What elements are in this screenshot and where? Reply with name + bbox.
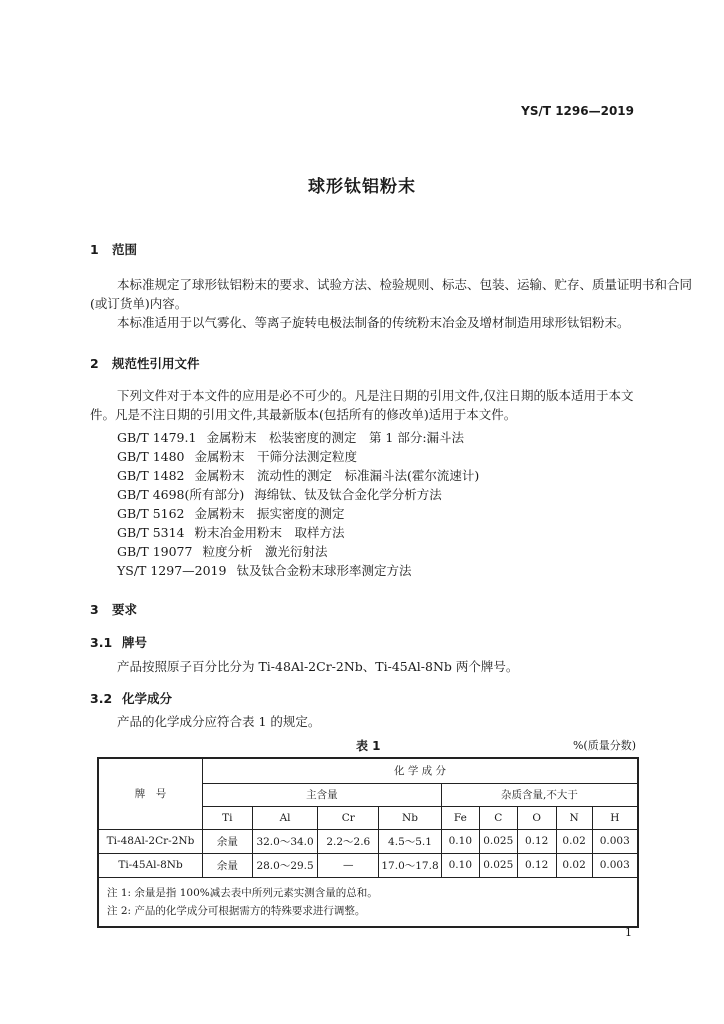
section-1-heading bbox=[90, 240, 137, 258]
section-title: 范围 bbox=[112, 242, 138, 257]
reference-item bbox=[117, 561, 421, 579]
col-header: H bbox=[592, 806, 638, 829]
section-title: 化学成分 bbox=[122, 691, 173, 706]
table-caption: 表 1 bbox=[356, 739, 381, 753]
standard-code: YS/T 1296—2019 bbox=[521, 104, 634, 118]
reference-text: 海绵钛、钛及钛合金化学分析方法 bbox=[254, 487, 442, 502]
reference-text: 钛及钛合金粉末球形率测定方法 bbox=[236, 563, 412, 578]
section-number: 2 bbox=[90, 356, 99, 371]
reference-text: 金属粉末 干筛分法测定粒度 bbox=[194, 449, 358, 464]
section-title: 要求 bbox=[112, 602, 138, 617]
reference-item bbox=[117, 523, 355, 541]
table-unit: %(质量分数) bbox=[572, 739, 636, 752]
col-header: Cr bbox=[318, 806, 379, 829]
header-impurity: 杂质含量,不大于 bbox=[441, 783, 638, 806]
section-title: 牌号 bbox=[122, 635, 148, 650]
table-notes-row bbox=[98, 877, 638, 927]
table-header-row bbox=[98, 758, 638, 783]
col-header: Al bbox=[252, 806, 318, 829]
section-number: 3.1 bbox=[90, 635, 113, 650]
reference-text: 金属粉末 振实密度的测定 bbox=[194, 506, 345, 521]
cell: 0.12 bbox=[517, 853, 556, 877]
cell: 0.025 bbox=[479, 853, 517, 877]
page-number: 1 bbox=[625, 926, 632, 939]
header-chem: 化 学 成 分 bbox=[202, 758, 638, 783]
section-title: 规范性引用文件 bbox=[112, 356, 200, 371]
col-header: Fe bbox=[441, 806, 479, 829]
chemical-composition-table bbox=[97, 757, 639, 928]
cell: 0.025 bbox=[479, 829, 517, 853]
cell-grade: Ti-48Al-2Cr-2Nb bbox=[98, 829, 202, 853]
cell: 余量 bbox=[202, 829, 252, 853]
reference-item bbox=[117, 504, 355, 522]
section-number: 3.2 bbox=[90, 691, 113, 706]
section-number: 3 bbox=[90, 602, 99, 617]
reference-code: GB/T 1480 bbox=[117, 449, 185, 464]
reference-text: 粉末冶金用粉末 取样方法 bbox=[194, 525, 345, 540]
col-header: N bbox=[556, 806, 592, 829]
reference-text: 粒度分析 激光衍射法 bbox=[202, 544, 328, 559]
reference-text: 金属粉末 流动性的测定 标准漏斗法(霍尔流速计) bbox=[194, 468, 480, 483]
cell-grade: Ti-45Al-8Nb bbox=[98, 853, 202, 877]
reference-code: GB/T 5162 bbox=[117, 506, 185, 521]
section-3-heading bbox=[90, 600, 137, 618]
cell: 0.10 bbox=[441, 853, 479, 877]
section-1-para-2: 本标准适用于以气雾化、等离子旋转电极法制备的传统粉末冶金及增材制造用球形钛铝粉末。 bbox=[117, 315, 630, 330]
reference-code: GB/T 19077 bbox=[117, 544, 193, 559]
header-main: 主含量 bbox=[202, 783, 441, 806]
section-number: 1 bbox=[90, 242, 99, 257]
cell: 2.2～2.6 bbox=[318, 829, 379, 853]
col-header: C bbox=[479, 806, 517, 829]
cell: 4.5～5.1 bbox=[379, 829, 442, 853]
section-2-para-line-1: 下列文件对于本文件的应用是必不可少的。凡是注日期的引用文件,仅注日期的版本适用于本文 bbox=[117, 388, 634, 403]
cell: — bbox=[318, 853, 379, 877]
cell: 0.003 bbox=[592, 853, 638, 877]
col-header: Ti bbox=[202, 806, 252, 829]
section-3-2-heading bbox=[90, 689, 172, 707]
table-note-2: 注 2: 产品的化学成分可根据需方的特殊要求进行调整。 bbox=[107, 904, 366, 917]
cell: 32.0～34.0 bbox=[252, 829, 318, 853]
section-2-heading bbox=[90, 354, 200, 372]
table-row bbox=[98, 853, 638, 877]
document-title: 球形钛铝粉末 bbox=[308, 177, 416, 197]
table-notes bbox=[98, 877, 638, 927]
section-3-2-para: 产品的化学成分应符合表 1 的规定。 bbox=[117, 714, 321, 729]
table-row bbox=[98, 829, 638, 853]
reference-code: GB/T 4698(所有部分) bbox=[117, 487, 245, 502]
reference-item bbox=[117, 542, 337, 560]
cell: 0.02 bbox=[556, 853, 592, 877]
cell: 0.12 bbox=[517, 829, 556, 853]
header-grade: 牌 号 bbox=[98, 758, 202, 829]
reference-code: GB/T 1479.1 bbox=[117, 430, 197, 445]
section-3-1-heading bbox=[90, 633, 147, 651]
reference-item bbox=[117, 466, 489, 484]
cell: 0.02 bbox=[556, 829, 592, 853]
section-1-para-1-line-2: (或订货单)内容。 bbox=[90, 296, 188, 311]
reference-item bbox=[117, 485, 452, 503]
cell: 0.10 bbox=[441, 829, 479, 853]
cell: 0.003 bbox=[592, 829, 638, 853]
col-header: Nb bbox=[379, 806, 442, 829]
reference-code: GB/T 1482 bbox=[117, 468, 185, 483]
section-2-para-line-2: 件。凡是不注日期的引用文件,其最新版本(包括所有的修改单)适用于本文件。 bbox=[90, 407, 517, 422]
reference-text: 金属粉末 松装密度的测定 第 1 部分:漏斗法 bbox=[206, 430, 465, 445]
col-header: O bbox=[517, 806, 556, 829]
cell: 余量 bbox=[202, 853, 252, 877]
reference-item bbox=[117, 447, 367, 465]
section-1-para-1-line-1: 本标准规定了球形钛铝粉末的要求、试验方法、检验规则、标志、包装、运输、贮存、质量证明书和合同 bbox=[117, 277, 693, 292]
reference-code: GB/T 5314 bbox=[117, 525, 185, 540]
cell: 17.0～17.8 bbox=[379, 853, 442, 877]
reference-item bbox=[117, 428, 474, 446]
section-3-1-para: 产品按照原子百分比分为 Ti-48Al-2Cr-2Nb、Ti-45Al-8Nb 两个牌号。 bbox=[117, 659, 519, 674]
reference-code: YS/T 1297—2019 bbox=[117, 563, 227, 578]
table-note-1: 注 1: 余量是指 100%减去表中所列元素实测含量的总和。 bbox=[107, 886, 378, 899]
cell: 28.0～29.5 bbox=[252, 853, 318, 877]
